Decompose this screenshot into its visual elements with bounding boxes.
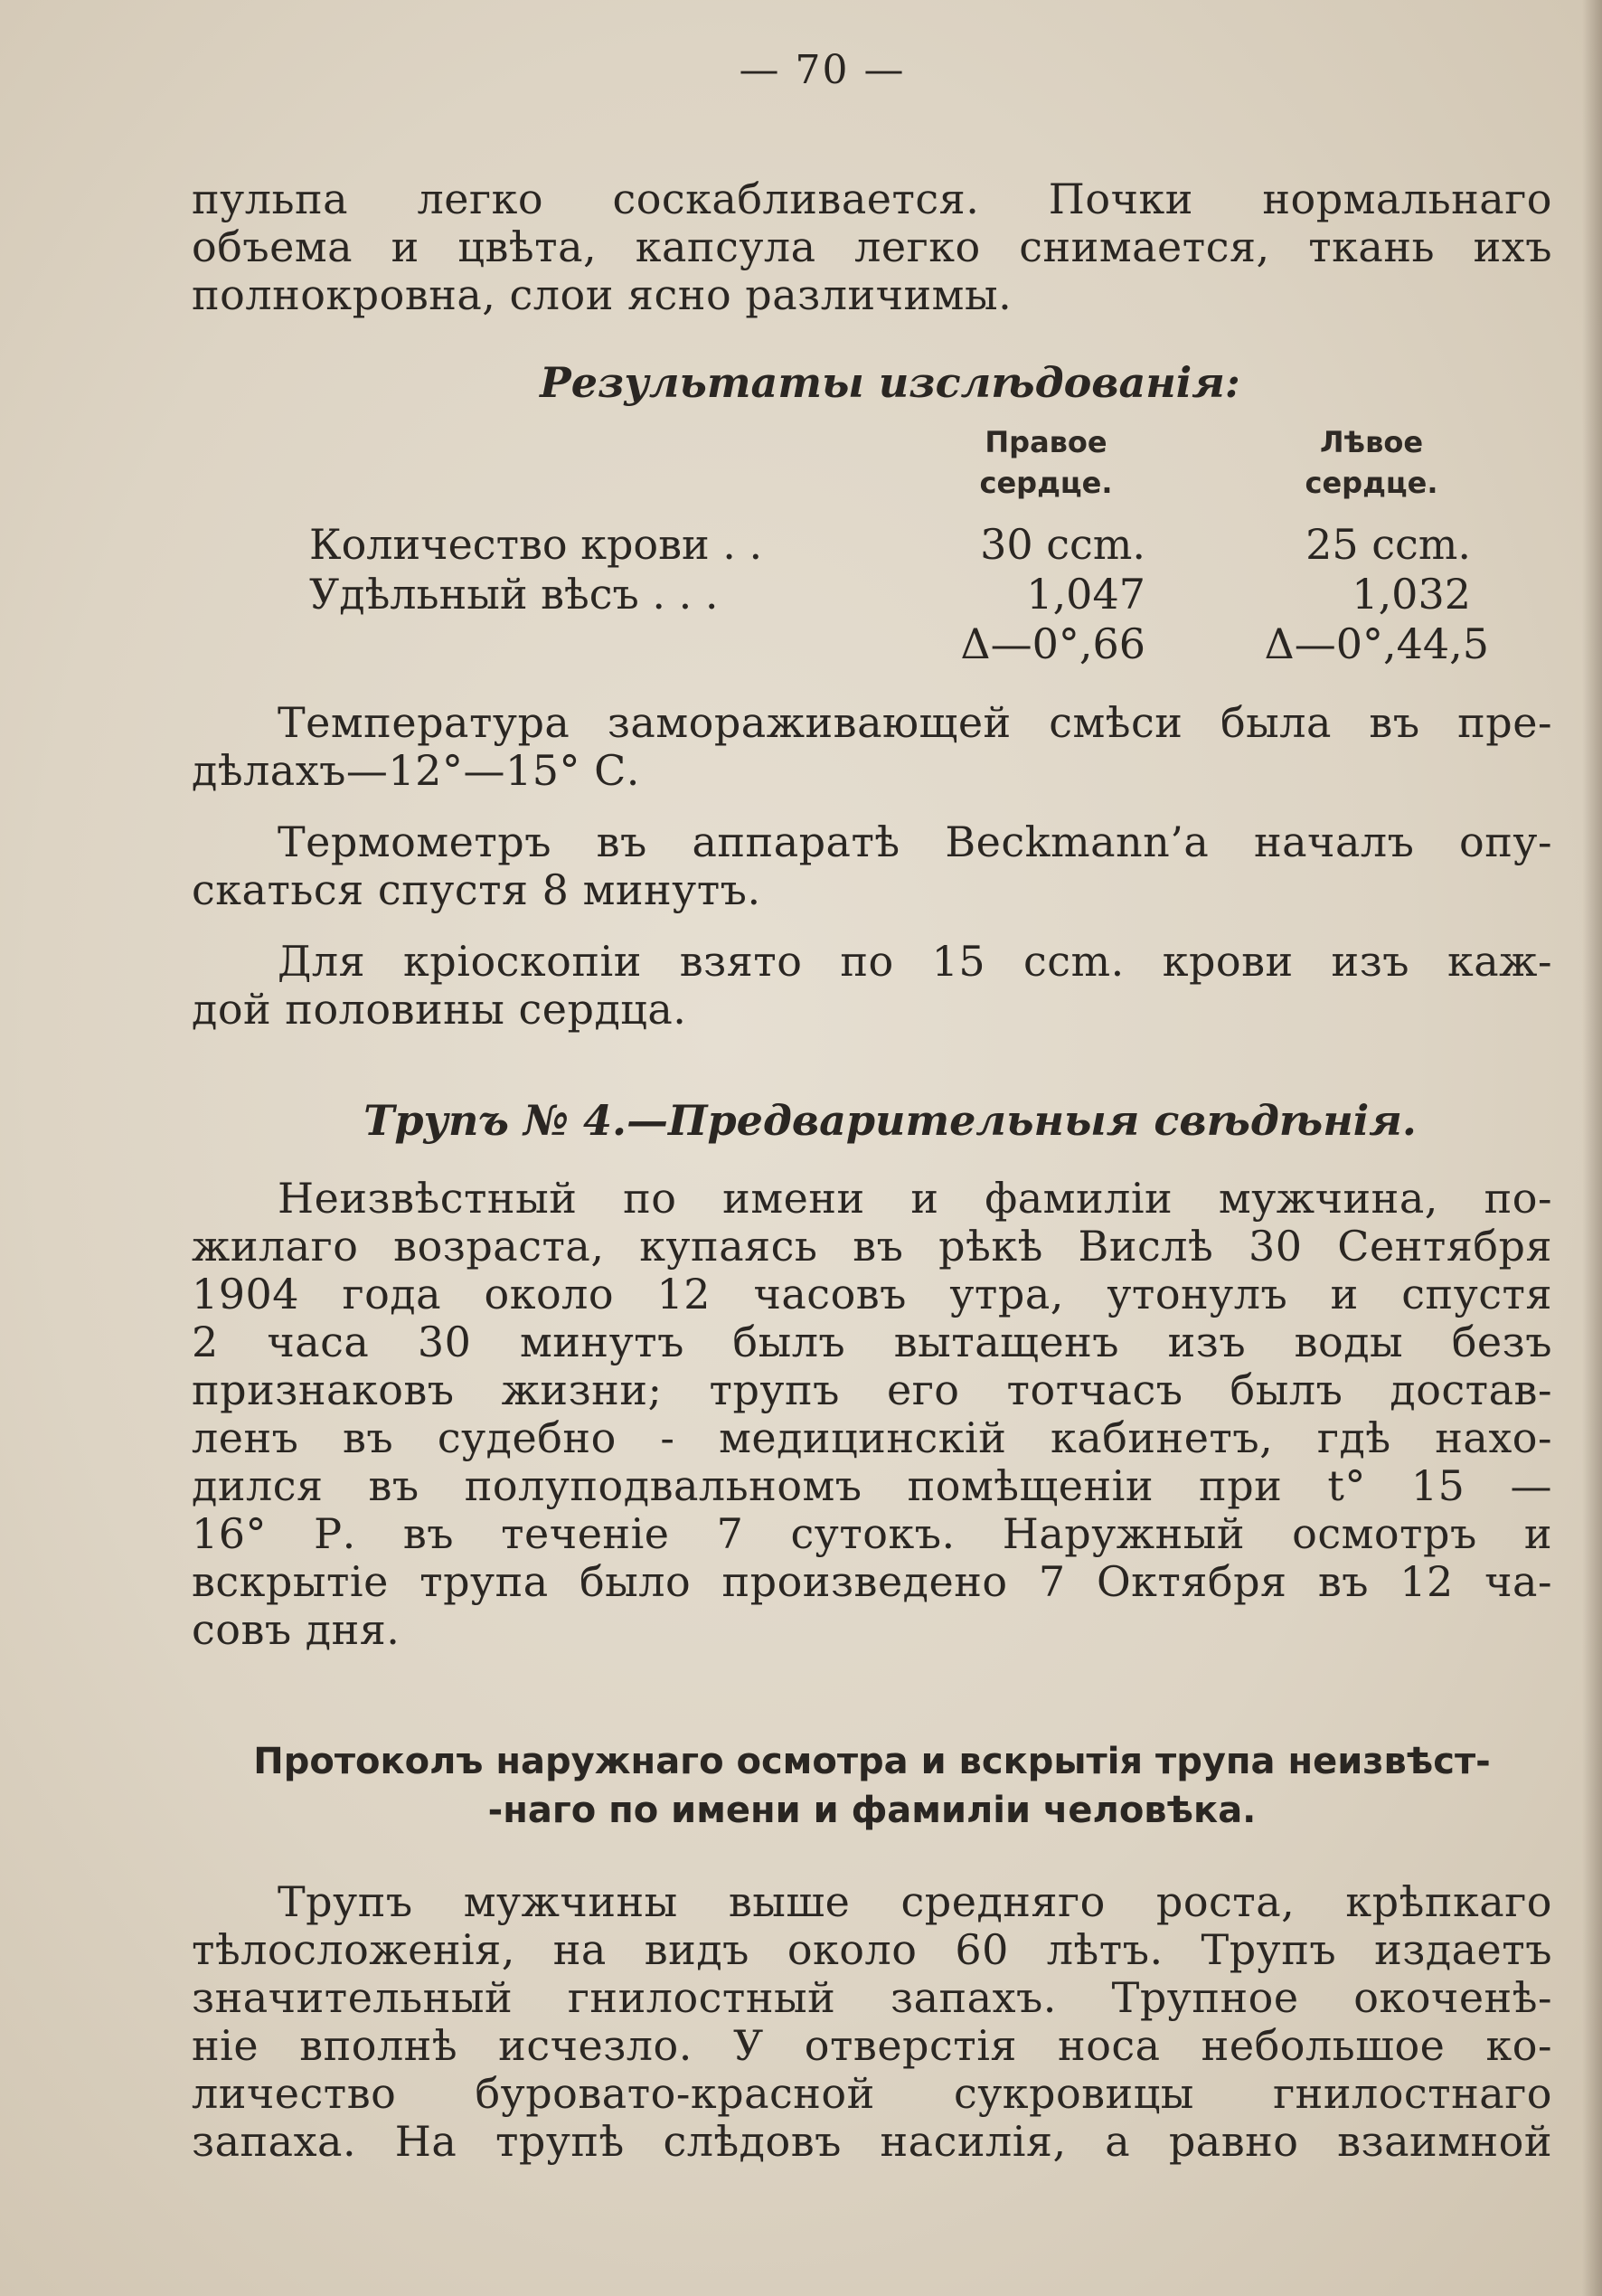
row-label-blood-quantity: Количество крови . . <box>309 520 763 569</box>
text-line: тѣлосложенія, на видъ около 60 лѣтъ. Трупъ издаетъ <box>192 1925 1552 1974</box>
paragraph-body-description <box>192 1878 1552 2166</box>
text-line: Температура замораживающей смѣси была въ пре- <box>278 698 1552 747</box>
text-line: жилаго возраста, купаясь въ рѣкѣ Вислѣ 30 Сентября <box>192 1222 1552 1271</box>
text-line: пульпа легко соскабливается. Почки нормальнаго <box>192 175 1552 223</box>
text-line: совъ дня. <box>192 1605 400 1654</box>
text-line: дѣлахъ—12°—15° С. <box>192 746 640 795</box>
page-number: — 70 — <box>739 47 906 93</box>
text-line: Термометръ въ аппаратѣ Beckmann’a началъ опу- <box>278 817 1552 866</box>
text-line: дился въ полуподвальномъ помѣщеніи при t° 15 — <box>192 1461 1552 1510</box>
text-line: ленъ въ судебно - медицинскій кабинетъ, гдѣ нахо- <box>192 1413 1552 1462</box>
text-line: 16° Р. въ теченіе 7 сутокъ. Наружный осмотръ и <box>192 1509 1552 1558</box>
protocol-heading: Протоколъ наружнаго осмотра и вскрытія трупа неизвѣст- -наго по имени и фамиліи человѣка. <box>253 1741 1491 1831</box>
paragraph-unknown-man <box>192 1175 1552 1654</box>
text-line: 1904 года около 12 часовъ утра, утонулъ и спустя <box>192 1270 1552 1318</box>
text-line: Для кріоскопіи взято по 15 ccm. крови изъ каж- <box>278 937 1552 986</box>
text-line: скаться спустя 8 минутъ. <box>192 865 761 914</box>
text-line: Неизвѣстный по имени и фамиліи мужчина, по- <box>278 1174 1552 1223</box>
value-right-blood-quantity: 30 ccm. <box>980 520 1145 569</box>
text-line: объема и цвѣта, капсула легко снимается, ткань ихъ <box>192 222 1552 271</box>
value-left-blood-quantity: 25 ccm. <box>1305 520 1471 569</box>
paragraph-cryoscopy <box>192 938 1552 1034</box>
paragraph-temperature <box>192 699 1552 795</box>
page-edge-shadow <box>1582 0 1602 2296</box>
value-right-delta: Δ—0°,66 <box>960 619 1145 668</box>
results-heading: Результаты изслѣдованія: <box>540 358 1240 407</box>
column-header-right-heart: Правое сердце. <box>979 425 1113 500</box>
value-left-specific-gravity: 1,032 <box>1352 570 1471 619</box>
text-line: ніе вполнѣ исчезло. У отверстія носа небольшое ко- <box>192 2021 1552 2070</box>
text-line: дой половины сердца. <box>192 985 687 1034</box>
corpse-4-heading: Трупъ № 4.—Предварительныя свѣдѣнія. <box>363 1096 1417 1145</box>
row-label-specific-gravity: Удѣльный вѣсъ . . . <box>309 570 719 619</box>
paragraph-kidneys <box>192 175 1552 319</box>
text-line: 2 часа 30 минутъ былъ вытащенъ изъ воды безъ <box>192 1318 1552 1366</box>
value-left-delta: Δ—0°,44,5 <box>1264 619 1489 668</box>
text-line: признаковъ жизни; трупъ его тотчасъ былъ достав- <box>192 1365 1552 1414</box>
text-line: запаха. На трупѣ слѣдовъ насилія, а равно взаимной <box>192 2117 1552 2166</box>
text-line: личество буровато-красной сукровицы гнилостнаго <box>192 2069 1552 2118</box>
results-table <box>192 413 1552 676</box>
column-header-left-heart: Лѣвое сердце. <box>1305 425 1438 500</box>
page-content <box>192 45 1552 2166</box>
paragraph-thermometer <box>192 818 1552 914</box>
text-line: Трупъ мужчины выше средняго роста, крѣпкаго <box>278 1877 1552 1926</box>
text-line: вскрытіе трупа было произведено 7 Октября въ 12 ча- <box>192 1557 1552 1606</box>
text-line: полнокровна, слои ясно различимы. <box>192 270 1013 319</box>
value-right-specific-gravity: 1,047 <box>1026 570 1145 619</box>
text-line: значительный гнилостный запахъ. Трупное окоченѣ- <box>192 1973 1552 2022</box>
